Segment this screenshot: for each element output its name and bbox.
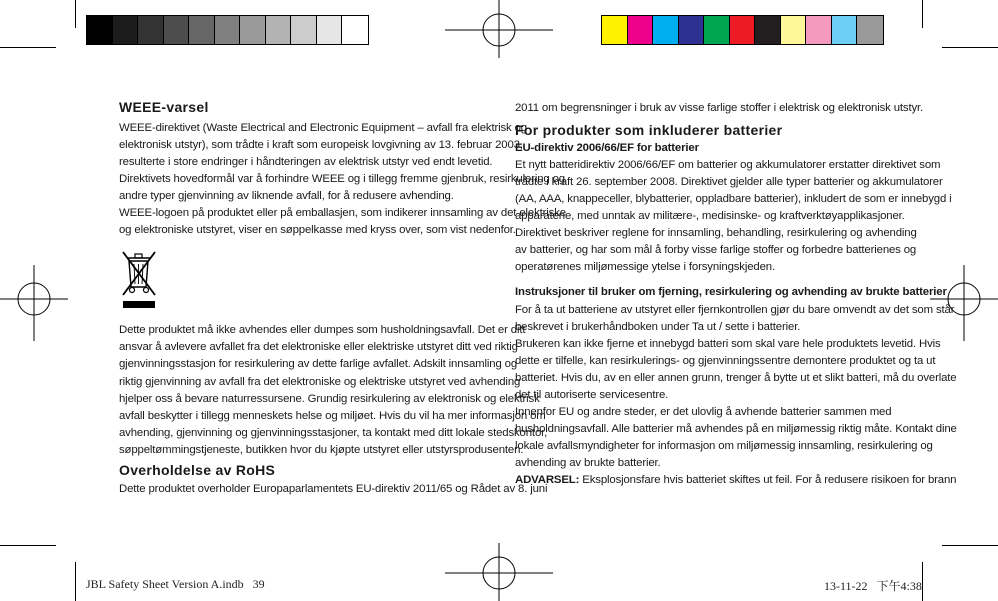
instructions-subheading: Instruksjoner til bruker om fjerning, resirkulering og avhending av brukte batterier bbox=[515, 286, 947, 299]
instructions-line: husholdningsavfall. Alle batterier må avhendes på en miljømessig riktig måte. Kontakt dine bbox=[515, 422, 957, 435]
gray-swatch bbox=[138, 16, 164, 44]
gray-swatch bbox=[317, 16, 343, 44]
right-column bbox=[515, 100, 957, 489]
crossed-out-bin-icon bbox=[120, 249, 160, 311]
gray-swatch bbox=[164, 16, 190, 44]
weee-line: elektronisk utstyr), som trådte i kraft som europeisk lovgivning av 13. februar 2003, bbox=[119, 139, 523, 152]
color-swatch bbox=[832, 16, 858, 44]
color-swatch bbox=[628, 16, 654, 44]
color-swatch bbox=[755, 16, 781, 44]
color-swatch bbox=[730, 16, 756, 44]
registration-mark-top bbox=[445, 0, 555, 60]
disposal-line: avfall beskytter i tillegg menneskets helse og miljøet. Hvis du vil ha mer informasjon om bbox=[119, 409, 546, 422]
rohs-continuation: 2011 om begrensninger i bruk av visse farlige stoffer i elektrisk og elektronisk utstyr. bbox=[515, 102, 924, 114]
instructions-line: dette er tilfelle, kan resirkulerings- og gjenvinningssentre demontere produktet og ta ut bbox=[515, 354, 936, 367]
gray-swatch bbox=[240, 16, 266, 44]
warning-label: ADVARSEL: bbox=[515, 473, 580, 486]
color-swatch bbox=[704, 16, 730, 44]
process-color-bar bbox=[601, 15, 884, 45]
disposal-line: gjenvinningsstasjon for resirkulering av dette farlige avfallet. Adskilt innsamling og bbox=[119, 358, 518, 371]
disposal-line: søppeltømmingstjeneste, butikken hvor du kjøpte utstyret eller utstyrsprodusenten. bbox=[119, 443, 524, 456]
disposal-line: avhending, gjenvinning og gjenvinningsstasjoner, ta kontakt med ditt lokale stedskontor, bbox=[119, 426, 548, 439]
eu-directive-line: Direktivet beskriver reglene for innsamling, behandling, resirkulering og avhending bbox=[515, 227, 917, 240]
instructions-line: batteriet. Hvis du, av en eller annen grunn, trenger å bytte ut et slikt batteri, må du overlate bbox=[515, 371, 957, 384]
registration-mark-left bbox=[0, 265, 70, 341]
instructions-line: Brukeren kan ikke fjerne et innebygd batteri som skal vare hele produktets levetid. Hvis bbox=[515, 337, 941, 350]
slug-timestamp: 13-11-22 下午4:38 bbox=[824, 579, 922, 593]
gray-swatch bbox=[266, 16, 292, 44]
instructions-paragraph bbox=[515, 302, 957, 472]
gray-swatch bbox=[291, 16, 317, 44]
instructions-line: For å ta ut batteriene av utstyret eller fjernkontrollen gjør du bare omvendt av det som står bbox=[515, 303, 955, 316]
color-swatch bbox=[857, 16, 883, 44]
color-swatch bbox=[781, 16, 807, 44]
warning-text: Eksplosjonsfare hvis batteriet skiftes ut feil. For å redusere risikoen for brann bbox=[579, 473, 957, 486]
color-swatch bbox=[679, 16, 705, 44]
instructions-line: lokale avfallsmyndigheter for informasjon om miljømessig innsamling, resirkulering og bbox=[515, 439, 933, 452]
weee-heading: WEEE-varsel bbox=[119, 99, 209, 115]
eu-directive-line: Et nytt batteridirektiv 2006/66/EF om batterier og akkumulatorer erstatter direktivet som bbox=[515, 159, 941, 172]
instructions-line: beskrevet i brukerhåndboken under Ta ut / sette i batterier. bbox=[515, 320, 801, 333]
eu-directive-line: apparatene, med unntak av militære-, medisinske- og kraftverktøyapplikasjoner. bbox=[515, 210, 905, 223]
eu-directive-paragraph bbox=[515, 157, 952, 276]
eu-directive-line: av batterier, og har som mål å forby visse farlige stoffer og forbedre batterienes og bbox=[515, 244, 917, 257]
weee-line: WEEE-direktivet (Waste Electrical and Electronic Equipment – avfall fra elektrisk og bbox=[119, 122, 527, 135]
rohs-heading: Overholdelse av RoHS bbox=[119, 461, 276, 478]
eu-directive-line: trådte i kraft 26. september 2008. Direktivet gjelder alle typer batterier og akkumulatorer bbox=[515, 176, 943, 189]
gray-swatch bbox=[215, 16, 241, 44]
weee-line: resulterte i store endringer i håndteringen av elektrisk utstyr ved endt levetid. bbox=[119, 156, 493, 169]
weee-symbol bbox=[119, 245, 504, 322]
gray-color-bar bbox=[86, 15, 369, 45]
color-swatch bbox=[806, 16, 832, 44]
disposal-line: ansvar å avlevere avfallet fra det elektroniske eller elektriske utstyret ditt ved riktig bbox=[119, 341, 518, 354]
battery-heading: For produkter som inkluderer batterier bbox=[515, 122, 783, 139]
disposal-line: hjelper oss å bevare naturressursene. Grundig resirkulering av elektronisk og elektrisk bbox=[119, 392, 540, 405]
instructions-line: det til autoriserte servicesentre. bbox=[515, 388, 669, 401]
weee-line: andre typer gjenvinning av liknende avfall, for å redusere avhending. bbox=[119, 190, 454, 203]
weee-paragraph bbox=[119, 120, 566, 239]
disposal-paragraph bbox=[119, 322, 548, 458]
gray-swatch bbox=[342, 16, 368, 44]
registration-mark-right bbox=[928, 265, 998, 341]
rohs-text: Dette produktet overholder Europaparlamentets EU-direktiv 2011/65 og Rådet av 8. juni bbox=[119, 482, 548, 495]
weee-line: og elektroniske utstyret, viser en søppelkasse med kryss over, som vist nedenfor. bbox=[119, 224, 516, 237]
weee-line: Direktivets hovedformål var å forhindre WEEE og i tillegg fremme gjenbruk, resirkulering og bbox=[119, 173, 565, 186]
disposal-line: riktig gjenvinning av avfall fra det elektroniske og elektriske utstyret ved avhending bbox=[119, 375, 521, 388]
eu-directive-line: (AA, AAA, knappeceller, blybatterier, oppladbare batterier), inkludert de som er innebygd i bbox=[515, 193, 952, 206]
registration-mark-bottom bbox=[445, 543, 555, 601]
instructions-line: Innenfor EU og andre steder, er det ulovlig å avhende batterier sammen med bbox=[515, 405, 892, 418]
color-swatch bbox=[602, 16, 628, 44]
slug-file-label: JBL Safety Sheet Version A.indb 39 bbox=[86, 577, 265, 591]
gray-swatch bbox=[189, 16, 215, 44]
eu-directive-subheading: EU-direktiv 2006/66/EF for batterier bbox=[515, 142, 699, 155]
instructions-line: avhending av brukte batterier. bbox=[515, 456, 661, 469]
gray-swatch bbox=[113, 16, 139, 44]
eu-directive-line: operatørenes miljømessige ytelse i forsyningskjeden. bbox=[515, 261, 775, 274]
warning-paragraph bbox=[515, 472, 957, 489]
disposal-line: Dette produktet må ikke avhendes eller dumpes som husholdningsavfall. Det er ditt bbox=[119, 324, 526, 337]
gray-swatch bbox=[87, 16, 113, 44]
weee-line: WEEE-logoen på produktet eller på emballasjen, som indikerer innsamling av det elektriske bbox=[119, 207, 566, 220]
color-swatch bbox=[653, 16, 679, 44]
